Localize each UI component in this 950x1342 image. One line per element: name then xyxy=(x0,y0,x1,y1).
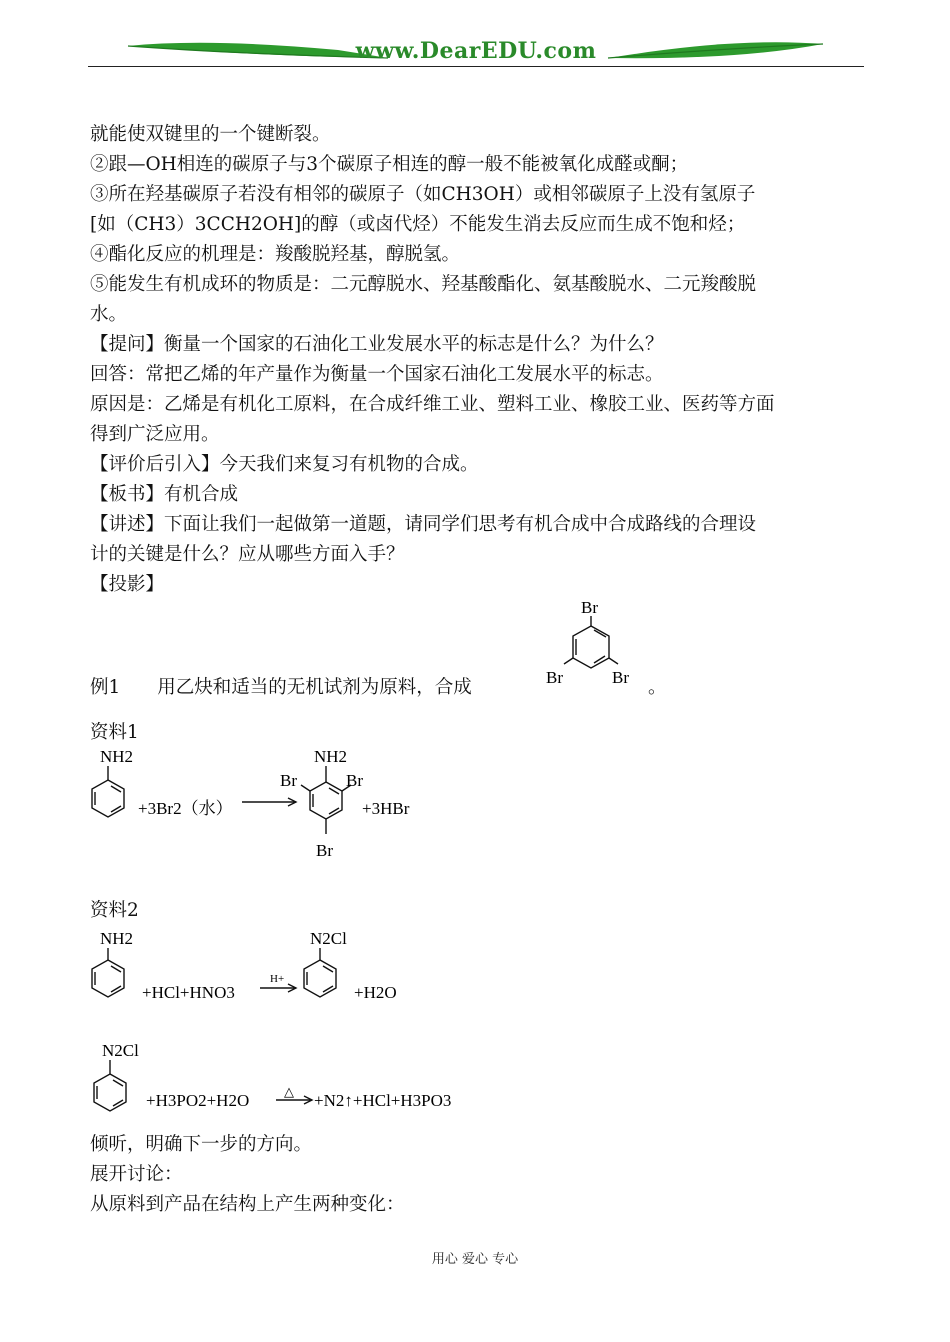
header-rule xyxy=(88,66,864,67)
condition-label: △ xyxy=(284,1084,294,1099)
text-line: 水。 xyxy=(90,304,128,325)
reaction-2-scheme xyxy=(88,922,428,1014)
text-line: 得到广泛应用。 xyxy=(90,424,220,445)
br-label: Br xyxy=(346,771,363,790)
text-line: ③所在羟基碳原子若没有相邻的碳原子（如CH3OH）或相邻碳原子上没有氢原子 xyxy=(90,184,756,205)
site-brand: www.DearEDU.com xyxy=(355,38,597,64)
material1-label: 资料1 xyxy=(90,722,139,743)
tribromobenzene-structure xyxy=(540,596,650,692)
example-end: 。 xyxy=(648,677,667,698)
product-label: +H2O xyxy=(354,983,397,1002)
text-line: ②跟—OH相连的碳原子与3个碳原子相连的醇一般不能被氧化成醛或酮； xyxy=(90,154,689,175)
br-label: Br xyxy=(581,598,598,617)
material2-label: 资料2 xyxy=(90,900,139,921)
reagent-label: +3Br2（水） xyxy=(138,799,233,818)
reaction-3-scheme xyxy=(88,1034,508,1120)
example-text: 例1 用乙炔和适当的无机试剂为原料，合成 xyxy=(90,677,472,698)
text-line: 【投影】 xyxy=(90,574,165,595)
text-line: 【讲述】下面让我们一起做第一道题，请同学们思考有机合成中合成路线的合理设 xyxy=(90,514,757,535)
br-label: Br xyxy=(316,841,333,860)
text-line: 就能使双键里的一个键断裂。 xyxy=(90,124,331,145)
text-line: 原因是：乙烯是有机化工原料，在合成纤维工业、塑料工业、橡胶工业、医药等方面 xyxy=(90,394,775,415)
text-line: 回答：常把乙烯的年产量作为衡量一个国家石油化工发展水平的标志。 xyxy=(90,364,664,385)
br-label: Br xyxy=(280,771,297,790)
text-line: 从原料到产品在结构上产生两种变化： xyxy=(90,1194,405,1215)
text-line: 【提问】衡量一个国家的石油化工业发展水平的标志是什么？为什么？ xyxy=(90,334,664,355)
text-line: 展开讨论： xyxy=(90,1164,183,1185)
reaction-1-scheme xyxy=(88,742,448,866)
n2cl-label: N2Cl xyxy=(102,1041,139,1060)
nh2-label: NH2 xyxy=(100,747,134,766)
br-label: Br xyxy=(546,668,563,687)
catalyst-label: H+ xyxy=(270,973,285,985)
page-footer: 用心 爱心 专心 xyxy=(431,1252,519,1267)
text-line: 【评价后引入】今天我们来复习有机物的合成。 xyxy=(90,454,479,475)
reagent-label: +H3PO2+H2O xyxy=(146,1091,250,1110)
text-line: ⑤能发生有机成环的物质是：二元醇脱水、羟基酸酯化、氨基酸脱水、二元羧酸脱 xyxy=(90,274,757,295)
reagent-label: +HCl+HNO3 xyxy=(142,983,235,1002)
text-line: 【板书】有机合成 xyxy=(90,484,239,505)
text-line: [如（CH3）3CCH2OH]的醇（或卤代烃）不能发生消去反应而生成不饱和烃； xyxy=(90,214,746,235)
text-line: ④酯化反应的机理是：羧酸脱羟基，醇脱氢。 xyxy=(90,244,461,265)
nh2-label: NH2 xyxy=(100,929,134,948)
text-line: 倾听，明确下一步的方向。 xyxy=(90,1134,313,1155)
product-label: +N2↑+HCl+H3PO3 xyxy=(314,1091,452,1110)
nh2-label: NH2 xyxy=(314,747,348,766)
text-line: 计的关键是什么？应从哪些方面入手？ xyxy=(90,544,405,565)
product-label: +3HBr xyxy=(362,799,410,818)
page-header xyxy=(88,36,864,70)
br-label: Br xyxy=(612,668,629,687)
n2cl-label: N2Cl xyxy=(310,929,347,948)
